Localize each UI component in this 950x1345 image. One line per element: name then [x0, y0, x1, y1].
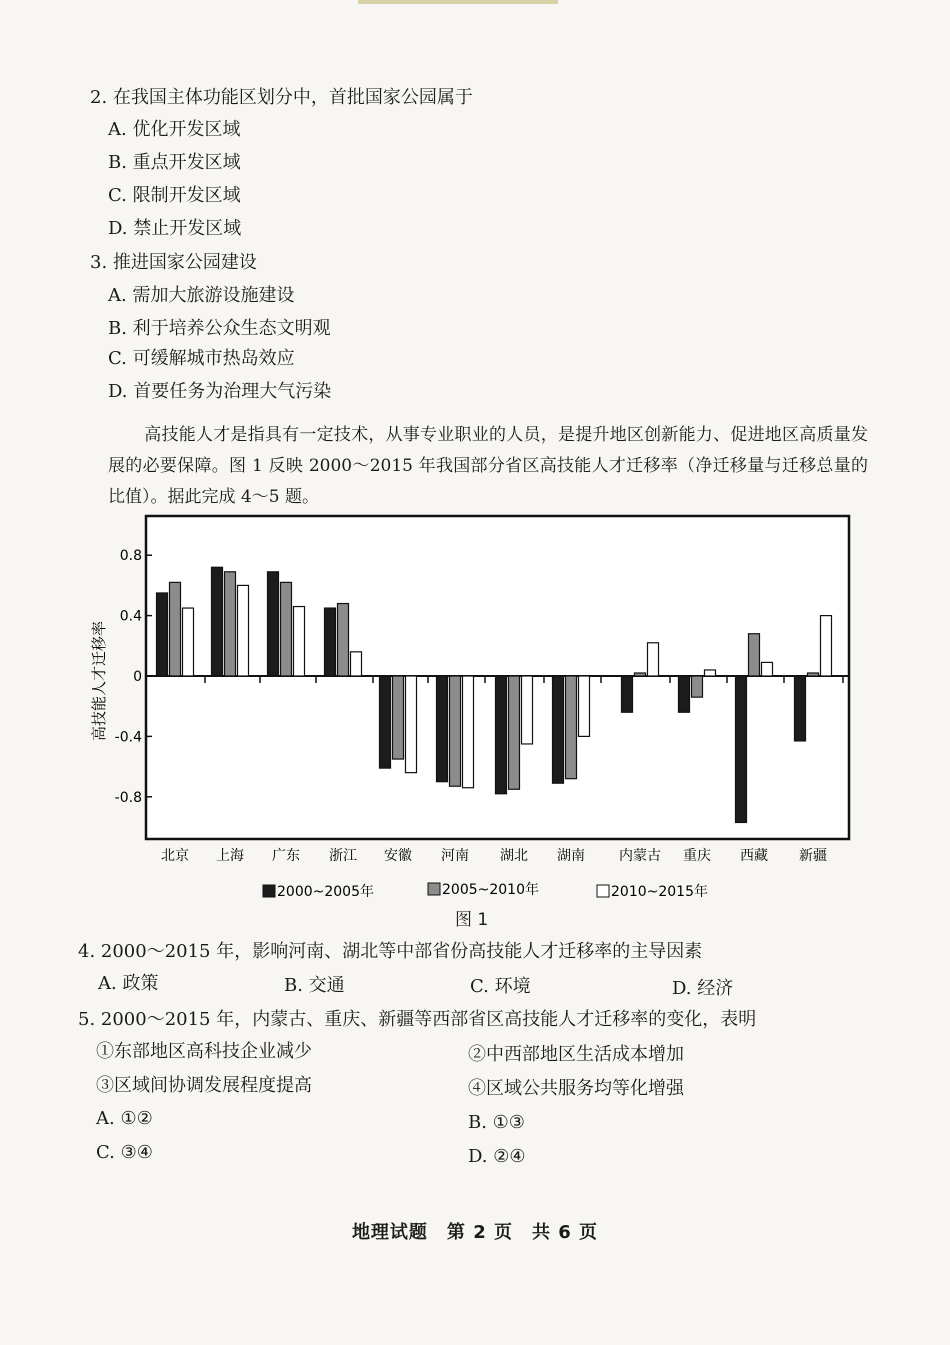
x-tick-label: 安徽	[384, 848, 412, 864]
q4-option-a: A. 政策	[98, 973, 159, 994]
bar-浙江-2000~2005年	[325, 608, 336, 676]
bar-安徽-2005~2010年	[393, 676, 404, 759]
bar-湖北-2010~2015年	[522, 676, 533, 744]
bar-湖北-2000~2005年	[496, 676, 507, 794]
y-tick-label: -0.4	[114, 729, 142, 746]
q2-stem: 2. 在我国主体功能区划分中，首批国家公园属于	[90, 87, 473, 108]
bar-河南-2010~2015年	[463, 676, 474, 788]
bar-新疆-2000~2005年	[795, 676, 806, 741]
x-tick-label: 浙江	[329, 848, 357, 864]
x-tick-label: 湖南	[557, 848, 585, 864]
bar-新疆-2005~2010年	[808, 673, 819, 676]
legend-label-2010-2015: 2010~2015年	[611, 884, 708, 900]
q5-item-3: ③区域间协调发展程度提高	[96, 1075, 312, 1096]
bar-新疆-2010~2015年	[821, 616, 832, 676]
bar-湖南-2005~2010年	[566, 676, 577, 779]
q5-option-d: D. ②④	[468, 1146, 526, 1167]
y-tick-label: 0.4	[119, 608, 142, 625]
y-axis-label: 高技能人才迁移率	[90, 620, 108, 742]
bar-广东-2005~2010年	[281, 582, 292, 676]
bar-重庆-2010~2015年	[705, 670, 716, 676]
bar-上海-2005~2010年	[225, 572, 236, 676]
q2-option-b: B. 重点开发区域	[108, 152, 241, 173]
bar-西藏-2000~2005年	[736, 676, 747, 822]
x-tick-label: 河南	[441, 848, 469, 864]
bar-广东-2000~2005年	[268, 572, 279, 676]
x-tick-label: 内蒙古	[619, 848, 661, 864]
bar-河南-2005~2010年	[450, 676, 461, 786]
bar-上海-2010~2015年	[238, 585, 249, 676]
legend-swatch-2005-2010	[428, 883, 440, 895]
q3-option-a: A. 需加大旅游设施建设	[108, 285, 295, 306]
q5-item-1: ①东部地区高科技企业减少	[96, 1041, 312, 1062]
q4-option-b: B. 交通	[284, 975, 345, 996]
bar-浙江-2010~2015年	[351, 652, 362, 676]
x-tick-label: 上海	[216, 848, 244, 864]
q5-item-4: ④区域公共服务均等化增强	[468, 1078, 684, 1099]
bar-西藏-2005~2010年	[749, 634, 760, 676]
scan-mark	[358, 0, 558, 4]
x-tick-label: 广东	[272, 848, 300, 864]
q3-option-b: B. 利于培养公众生态文明观	[108, 318, 331, 339]
y-tick-label: 0	[133, 669, 142, 685]
q3-option-d: D. 首要任务为治理大气污染	[108, 381, 332, 402]
x-tick-label: 西藏	[740, 848, 768, 864]
bar-西藏-2010~2015年	[762, 662, 773, 676]
bar-内蒙古-2005~2010年	[635, 673, 646, 676]
q5-stem: 5. 2000～2015 年，内蒙古、重庆、新疆等西部省区高技能人才迁移率的变化，表明	[78, 1009, 757, 1030]
q3-stem: 3. 推进国家公园建设	[90, 252, 257, 273]
bar-广东-2010~2015年	[294, 607, 305, 676]
q3-option-c: C. 可缓解城市热岛效应	[108, 348, 295, 369]
q4-option-c: C. 环境	[470, 976, 531, 997]
legend-swatch-2000-2005	[263, 885, 275, 897]
bar-北京-2005~2010年	[170, 582, 181, 676]
bar-内蒙古-2000~2005年	[622, 676, 633, 712]
q5-option-c: C. ③④	[96, 1142, 153, 1163]
legend-label-2005-2010: 2005~2010年	[442, 882, 539, 898]
bar-北京-2010~2015年	[183, 608, 194, 676]
x-tick-label: 北京	[161, 848, 189, 864]
bar-内蒙古-2010~2015年	[648, 643, 659, 676]
x-tick-label: 新疆	[799, 848, 827, 864]
q5-item-2: ②中西部地区生活成本增加	[468, 1044, 684, 1065]
q2-option-d: D. 禁止开发区域	[108, 218, 242, 239]
x-tick-label: 湖北	[500, 848, 528, 864]
legend-label-2000-2005: 2000~2005年	[277, 884, 374, 900]
bar-北京-2000~2005年	[157, 593, 168, 676]
bar-上海-2000~2005年	[212, 567, 223, 676]
bar-浙江-2005~2010年	[338, 604, 349, 676]
migration-rate-chart	[85, 508, 875, 903]
bar-安徽-2000~2005年	[380, 676, 391, 768]
q4-option-d: D. 经济	[672, 978, 734, 999]
legend-swatch-2010-2015	[597, 885, 609, 897]
q5-option-a: A. ①②	[96, 1108, 153, 1129]
bar-河南-2000~2005年	[437, 676, 448, 782]
bar-重庆-2000~2005年	[679, 676, 690, 712]
passage	[108, 420, 868, 513]
x-tick-label: 重庆	[683, 848, 711, 864]
q2-option-c: C. 限制开发区域	[108, 185, 241, 206]
passage-text: 高技能人才是指具有一定技术，从事专业职业的人员，是提升地区创新能力、促进地区高质量发展的必要保障。图 1 反映 2000～2015 年我国部分省区高技能人才迁移率（净迁移量与迁移总量的比值）。据此完成 4～5 题。	[108, 425, 868, 507]
q4-stem: 4. 2000～2015 年，影响河南、湖北等中部省份高技能人才迁移率的主导因素	[78, 941, 703, 962]
q5-option-b: B. ①③	[468, 1112, 525, 1133]
page-footer: 地理试题 第 2 页 共 6 页	[351, 1222, 599, 1243]
y-tick-label: -0.8	[114, 789, 142, 806]
q2-option-a: A. 优化开发区域	[108, 119, 241, 140]
bar-安徽-2010~2015年	[406, 676, 417, 773]
figure-caption: 图 1	[455, 910, 489, 930]
bar-湖北-2005~2010年	[509, 676, 520, 789]
bar-湖南-2010~2015年	[579, 676, 590, 736]
bar-湖南-2000~2005年	[553, 676, 564, 783]
y-tick-label: 0.8	[119, 548, 142, 565]
bar-重庆-2005~2010年	[692, 676, 703, 697]
